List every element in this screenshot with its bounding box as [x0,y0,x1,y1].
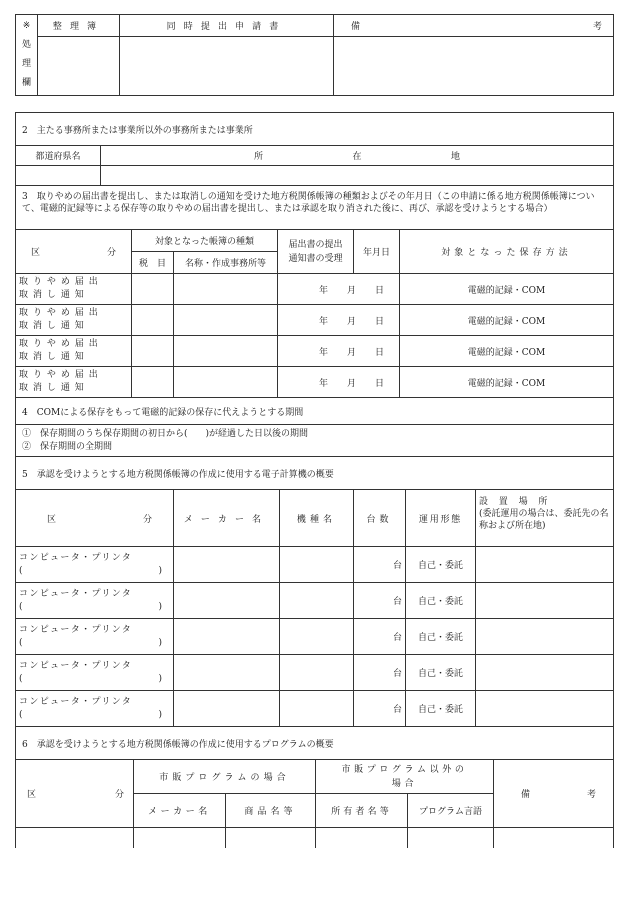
s5-operation[interactable]: 自己・委託 [406,655,476,691]
s5-device: コンピュータ・プリンタ ( ) [16,655,174,691]
s6-cell[interactable] [408,828,494,848]
s5-count-header: 台数 [354,490,406,547]
main-form [15,112,614,848]
s5-row [16,547,614,583]
section6-title: 6 承認を受けようとする地方税関係帳簿の作成に使用するプログラムの概要 [16,727,614,760]
section2-table [15,112,614,186]
s5-row [16,583,614,619]
s3-date[interactable]: 年 月 日 [278,367,400,398]
section4-table [15,397,614,457]
s5-count-input[interactable]: 台 [354,691,406,727]
s3-name-input[interactable] [174,305,278,336]
s5-maker-input[interactable] [174,691,280,727]
s3-row [16,274,614,305]
simultaneous-application-header: 同時提出申請書 [120,15,334,37]
s6-maker-header: メーカー名 [134,794,226,828]
s5-place-input[interactable] [476,619,614,655]
s6-remarks-header: 備 考 [494,760,614,828]
s6-owner-header: 所有者名等 [316,794,408,828]
s3-tax-input[interactable] [132,336,174,367]
s5-model-input[interactable] [280,655,354,691]
s3-books-header: 対象となった帳簿の種類 [132,230,278,252]
s5-operation[interactable]: 自己・委託 [406,547,476,583]
register-header: 整理簿 [38,15,120,37]
section5-title: 5 承認を受けようとする地方税関係帳簿の作成に使用する電子計算機の概要 [16,457,614,490]
s5-maker-input[interactable] [174,655,280,691]
s6-cell[interactable] [226,828,316,848]
s3-row-label: 取りやめ届出 取消し通知 [16,274,132,305]
s5-count-input[interactable]: 台 [354,655,406,691]
s3-name-input[interactable] [174,367,278,398]
s3-row-label: 取りやめ届出 取消し通知 [16,367,132,398]
s3-name-input[interactable] [174,336,278,367]
section3-title: 3 取りやめの届出書を提出し、または取消しの通知を受けた地方税関係帳簿の種類およびその年月日（この申請に係る地方税関係帳簿について、電磁的記録等による保存等の取りやめの届出書を提出し、または承認を取り消された後に、再び、承認を受けようとする場合） [16,186,614,230]
s3-date[interactable]: 年 月 日 [278,336,400,367]
s5-row [16,691,614,727]
s6-language-header: プログラム言語 [408,794,494,828]
s3-name-header: 名称・作成事務所等 [174,252,278,274]
s5-operation[interactable]: 自己・委託 [406,619,476,655]
s5-maker-input[interactable] [174,547,280,583]
s3-method[interactable]: 電磁的記録・COM [400,274,614,305]
s6-kubun-header: 区 分 [16,760,134,828]
section5-table [15,456,614,727]
s5-device: コンピュータ・プリンタ ( ) [16,691,174,727]
s5-place-input[interactable] [476,547,614,583]
s3-name-input[interactable] [174,274,278,305]
s5-device: コンピュータ・プリンタ ( ) [16,547,174,583]
s5-operation-header: 運用形態 [406,490,476,547]
s5-operation[interactable]: 自己・委託 [406,583,476,619]
s6-cell[interactable] [316,828,408,848]
remarks-header: 備 考 [334,15,614,37]
s3-method[interactable]: 電磁的記録・COM [400,367,614,398]
s5-model-input[interactable] [280,583,354,619]
s3-tax-input[interactable] [132,305,174,336]
location-input[interactable] [101,166,614,186]
s3-row [16,305,614,336]
s3-method[interactable]: 電磁的記録・COM [400,305,614,336]
s5-kubun-header: 区 分 [16,490,174,547]
s3-tax-input[interactable] [132,367,174,398]
s3-tax-header: 税 目 [132,252,174,274]
section2-title: 2 主たる事務所または事業所以外の事務所または事業所 [16,113,614,146]
s5-maker-input[interactable] [174,619,280,655]
s3-kubun-header: 区 分 [16,230,132,274]
remarks-cell[interactable] [334,37,614,96]
s3-row [16,367,614,398]
s5-count-input[interactable]: 台 [354,583,406,619]
s5-model-header: 機種名 [280,490,354,547]
s5-row [16,619,614,655]
s5-place-input[interactable] [476,583,614,619]
s5-maker-input[interactable] [174,583,280,619]
section4-options[interactable] [16,425,614,457]
location-header: 所 在 地 [101,146,614,166]
s3-method[interactable]: 電磁的記録・COM [400,336,614,367]
s3-method-header: 対象となった保存方法 [400,230,614,274]
s6-cell[interactable] [494,828,614,848]
prefecture-input[interactable] [16,166,101,186]
s3-row [16,336,614,367]
s3-date[interactable]: 年 月 日 [278,274,400,305]
s3-tax-input[interactable] [132,274,174,305]
s6-commercial-header: 市販プログラムの場合 [134,760,316,794]
section4-title: 4 COMによる保存をもって電磁的記録の保存に代えようとする期間 [16,398,614,425]
s5-model-input[interactable] [280,619,354,655]
office-use-box [15,14,614,96]
section6-table [15,726,614,848]
s6-cell[interactable] [16,828,134,848]
s3-ymd-header: 年月日 [354,230,400,274]
s5-place-input[interactable] [476,691,614,727]
s5-maker-header: メーカー名 [174,490,280,547]
s3-date[interactable]: 年 月 日 [278,305,400,336]
s5-device: コンピュータ・プリンタ ( ) [16,619,174,655]
s4-option1[interactable]: ① 保存期間のうち保存期間の初日から( )が経過した日以後の期間 [22,428,309,439]
s5-row [16,655,614,691]
s5-place-header: 設置場所 (委託運用の場合は、委託先の名称および所在地) [476,490,614,547]
register-cell[interactable] [38,37,120,96]
simultaneous-application-cell[interactable] [120,37,334,96]
office-use-mark: ※ 処 理 欄 [16,15,38,96]
section3-table [15,185,614,398]
s3-received-header: 届出書の提出 通知書の受理 [278,230,354,274]
s5-count-input[interactable]: 台 [354,547,406,583]
prefecture-header: 都道府県名 [16,146,101,166]
s6-cell[interactable] [134,828,226,848]
s5-device: コンピュータ・プリンタ ( ) [16,583,174,619]
s5-model-input[interactable] [280,547,354,583]
s3-row-label: 取りやめ届出 取消し通知 [16,336,132,367]
s6-noncommercial-header: 市販プログラム以外の 場合 [316,760,494,794]
s5-count-input[interactable]: 台 [354,619,406,655]
s4-option2[interactable]: ② 保存期間の全期間 [22,441,113,452]
s5-place-input[interactable] [476,655,614,691]
s5-model-input[interactable] [280,691,354,727]
s5-operation[interactable]: 自己・委託 [406,691,476,727]
s6-product-header: 商品名等 [226,794,316,828]
s3-row-label: 取りやめ届出 取消し通知 [16,305,132,336]
